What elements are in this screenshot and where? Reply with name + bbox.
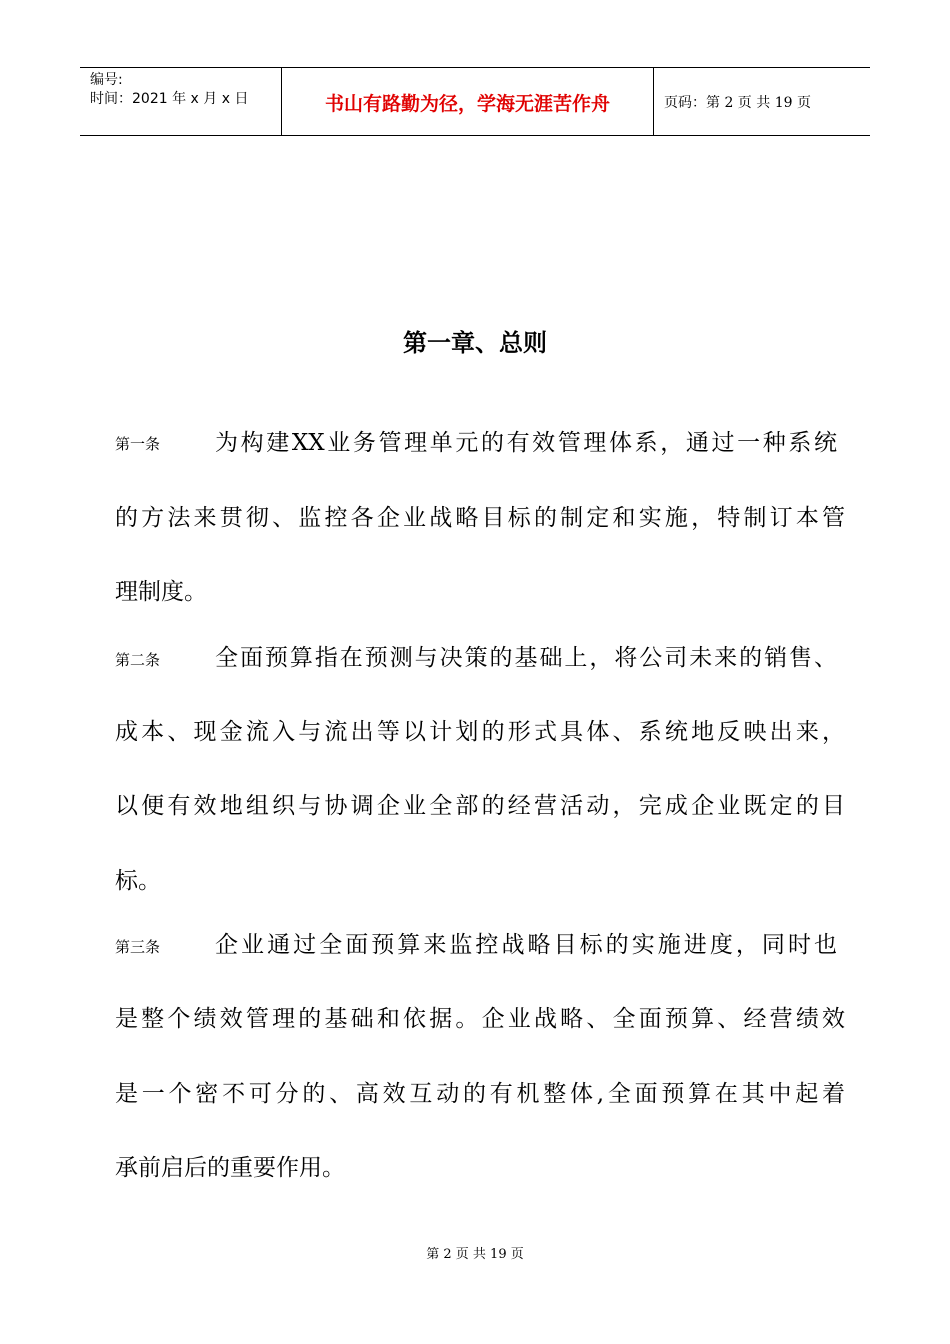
article-text-line: 理制度。: [115, 579, 207, 605]
article-text-line: 是整个绩效管理的基础和依据。企业战略、全面预算、经营绩效: [115, 1006, 845, 1032]
article-first-line: 全面预算指在预测与决策的基础上，将公司未来的销售、: [215, 645, 837, 671]
article-text-line: 的方法来贯彻、监控各企业战略目标的制定和实施，特制订本管: [115, 505, 845, 531]
article-first-line: 为构建XX业务管理单元的有效管理体系，通过一种系统: [215, 430, 837, 456]
article-text-line: 成本、现金流入与流出等以计划的形式具体、系统地反映出来，: [115, 719, 845, 745]
document-number-label: 编号:: [90, 72, 123, 88]
page-footer: 第 2 页 共 19 页: [426, 1247, 524, 1262]
header-page-cell: [654, 68, 870, 135]
header-motto: 书山有路勤为径，学海无涯苦作舟: [324, 93, 610, 115]
article-first-line: 企业通过全面预算来监控战略目标的实施进度，同时也: [215, 932, 837, 958]
article-label: 第三条: [115, 938, 161, 956]
page-header: [80, 67, 870, 136]
article-text-line: 承前启后的重要作用。: [115, 1155, 345, 1181]
header-motto-cell: [282, 68, 654, 135]
header-page-info: 页码：第 2 页 共 19 页: [664, 95, 811, 111]
article-label: 第一条: [115, 435, 161, 453]
chapter-title: 第一章、总则: [403, 329, 547, 357]
article-label: 第二条: [115, 651, 161, 669]
article-text-line: 以便有效地组织与协调企业全部的经营活动，完成企业既定的目: [115, 793, 845, 819]
article-text-line: 是一个密不可分的、高效互动的有机整体,全面预算在其中起着: [115, 1081, 845, 1107]
document-date: 时间：2021 年 x 月 x 日: [90, 91, 249, 107]
header-left-cell: [80, 68, 282, 135]
article-text-line: 标。: [115, 868, 161, 894]
